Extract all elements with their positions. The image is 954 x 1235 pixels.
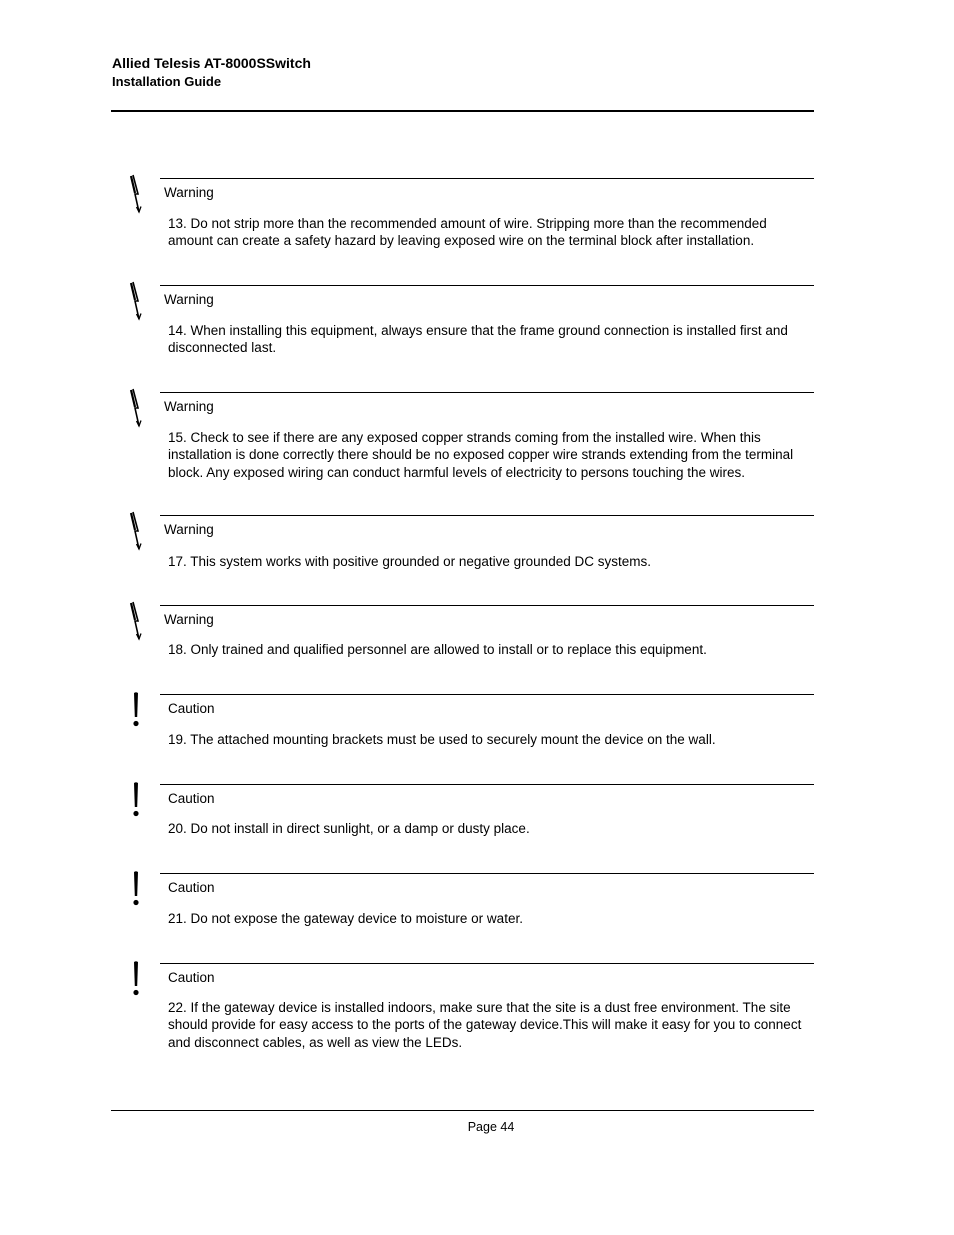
lightning-icon: [128, 388, 150, 430]
notice-rule: [160, 392, 814, 393]
header-rule: [111, 110, 814, 112]
header-title: Allied Telesis AT-8000SSwitch: [112, 55, 311, 71]
header-subtitle: Installation Guide: [112, 74, 222, 89]
notice-text: 15. Check to see if there are any exposed copper strands coming from the installed wire. When this installation is done correctly there should be no exposed copper wire strands extending from the terminal block. Any exposed wiring can conduct harmful levels of electricity to persons touching the wires.: [168, 430, 794, 480]
notice-label: Caution: [168, 701, 215, 716]
notice-label: Caution: [168, 880, 215, 895]
notice-label: Warning: [164, 522, 214, 537]
notice-text: 13. Do not strip more than the recommended amount of wire. Stripping more than the recommended amount can create a safety hazard by leaving exposed wire on the terminal block after installation.: [168, 216, 767, 249]
notice-text: 22. If the gateway device is installed indoors, make sure that the site is a dust free environment. The site should provide for easy access to the ports of the gateway device.This will make it easy for you to connect and disconnect cables, as well as view the LEDs.: [168, 1000, 802, 1050]
notice-text: 18. Only trained and qualified personnel are allowed to install or to replace this equipment.: [168, 642, 707, 657]
notice-rule: [160, 515, 814, 516]
notice-text: 21. Do not expose the gateway device to moisture or water.: [168, 911, 523, 926]
lightning-icon: [128, 174, 150, 216]
exclamation-icon: [127, 870, 149, 912]
notice-rule: [160, 605, 814, 606]
notice-text: 17. This system works with positive grounded or negative grounded DC systems.: [168, 554, 651, 569]
notice-label: Caution: [168, 970, 215, 985]
notice-label: Warning: [164, 185, 214, 200]
lightning-icon: [128, 601, 150, 643]
notice-rule: [160, 285, 814, 286]
notice-label: Warning: [164, 612, 214, 627]
notice-label: Warning: [164, 399, 214, 414]
notice-text: 20. Do not install in direct sunlight, or a damp or dusty place.: [168, 821, 530, 836]
notice-label: Warning: [164, 292, 214, 307]
notice-rule: [160, 873, 814, 874]
exclamation-icon: [127, 691, 149, 733]
lightning-icon: [128, 281, 150, 323]
exclamation-icon: [127, 781, 149, 823]
lightning-icon: [128, 511, 150, 553]
notice-rule: [160, 784, 814, 785]
notice-text: 19. The attached mounting brackets must be used to securely mount the device on the wall.: [168, 732, 716, 747]
notice-rule: [160, 963, 814, 964]
footer-rule: [111, 1110, 814, 1111]
notice-label: Caution: [168, 791, 215, 806]
page-number: Page 44: [467, 1120, 515, 1134]
exclamation-icon: [127, 960, 149, 1002]
notice-text: 14. When installing this equipment, always ensure that the frame ground connection is installed first and disconnected last.: [168, 323, 788, 356]
notice-rule: [160, 694, 814, 695]
notice-rule: [160, 178, 814, 179]
